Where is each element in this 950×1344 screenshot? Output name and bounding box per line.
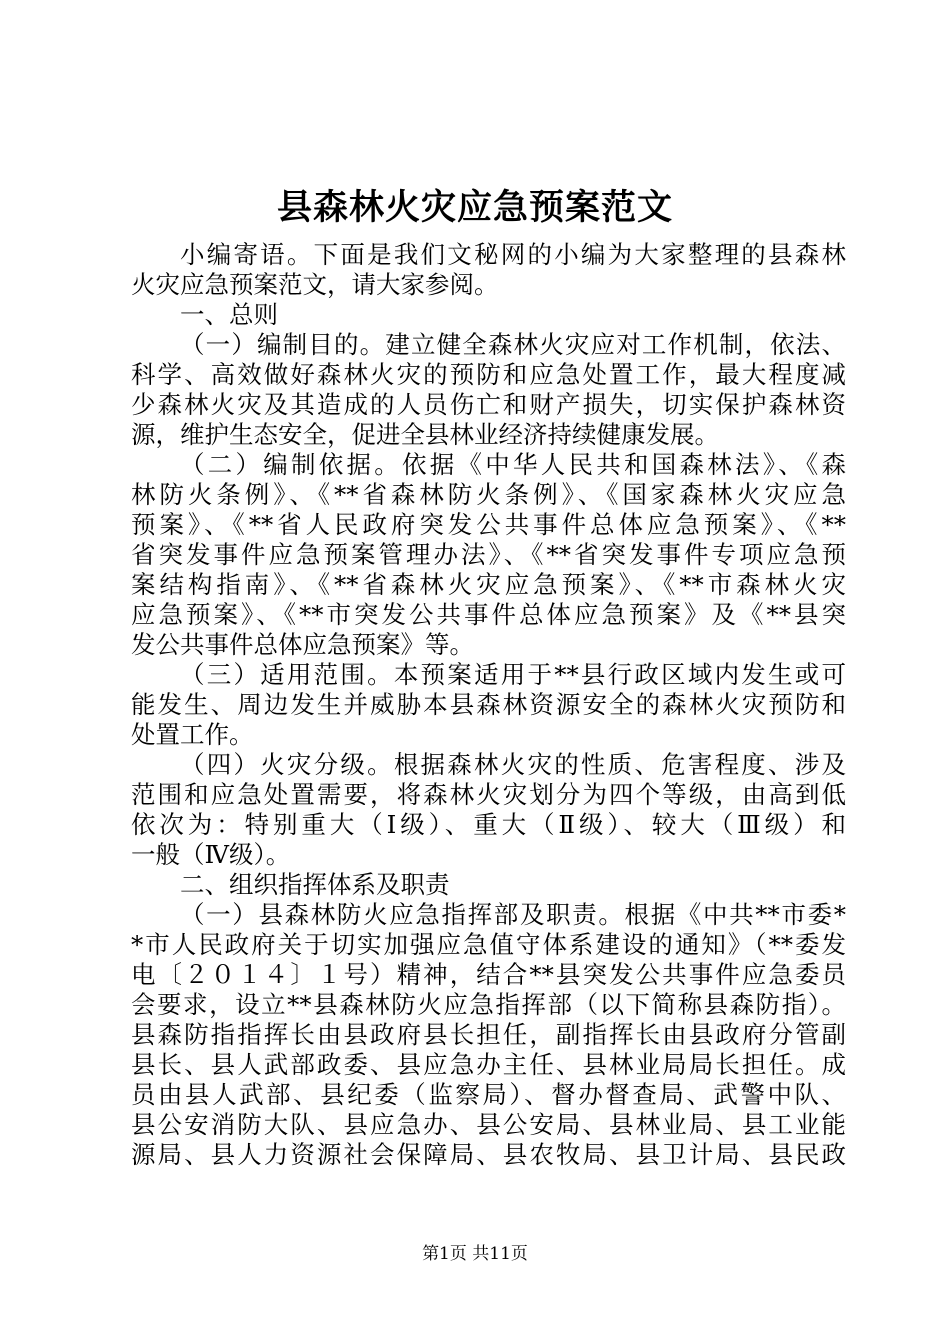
document-body	[131, 240, 846, 1170]
body-line: 源局、县人力资源社会保障局、县农牧局、县卫计局、县民政	[131, 1140, 846, 1169]
document-title: 县森林火灾应急预案范文	[276, 187, 673, 228]
body-line: 源，维护生态安全，促进全县林业经济持续健康发展。	[131, 420, 719, 449]
body-line: 处置工作。	[131, 720, 254, 749]
body-line: 会要求，设立**县森林防火应急指挥部（以下简称县森防指）。	[131, 990, 846, 1019]
body-line: 预案》、《**省人民政府突发公共事件总体应急预案》、《**	[131, 510, 846, 539]
body-line: 员由县人武部、县纪委（监察局）、督办督查局、武警中队、	[131, 1080, 846, 1109]
body-line: （一）编制目的。建立健全森林火灾应对工作机制，依法、	[180, 330, 846, 359]
body-line: （四）火灾分级。根据森林火灾的性质、危害程度、涉及	[180, 750, 846, 779]
body-line: 科学、高效做好森林火灾的预防和应急处置工作，最大程度减	[131, 360, 846, 389]
body-line: *市人民政府关于切实加强应急值守体系建设的通知》（**委发	[131, 930, 846, 959]
body-line: 一般（Ⅳ级）。	[131, 840, 291, 869]
body-line: 电〔２０１４〕１号）精神，结合**县突发公共事件应急委员	[131, 960, 846, 989]
section-heading: 二、组织指挥体系及职责	[180, 870, 450, 899]
body-line: 依次为：特别重大（Ⅰ级）、重大（Ⅱ级）、较大（Ⅲ级）和	[131, 810, 846, 839]
section-heading: 一、总则	[180, 300, 278, 329]
body-line: 少森林火灾及其造成的人员伤亡和财产损失，切实保护森林资	[131, 390, 846, 419]
body-line: 县森防指指挥长由县政府县长担任，副指挥长由县政府分管副	[131, 1020, 846, 1049]
body-line: （二）编制依据。依据《中华人民共和国森林法》、《森	[180, 450, 846, 479]
body-line: 火灾应急预案范文，请大家参阅。	[131, 270, 499, 299]
body-line: （三）适用范围。本预案适用于**县行政区域内发生或可	[180, 660, 846, 689]
body-line: 应急预案》、《**市突发公共事件总体应急预案》及《**县突	[131, 600, 846, 629]
body-line: 县公安消防大队、县应急办、县公安局、县林业局、县工业能	[131, 1110, 846, 1139]
body-line: 案结构指南》、《**省森林火灾应急预案》、《**市森林火灾	[131, 570, 846, 599]
page-footer: 第1页 共11页	[422, 1244, 528, 1264]
body-line: 发公共事件总体应急预案》等。	[131, 630, 474, 659]
body-line: 县长、县人武部政委、县应急办主任、县林业局局长担任。成	[131, 1050, 846, 1079]
body-line: （一）县森林防火应急指挥部及职责。根据《中共**市委*	[180, 900, 846, 929]
body-line: 小编寄语。下面是我们文秘网的小编为大家整理的县森林	[180, 240, 846, 269]
body-line: 范围和应急处置需要，将森林火灾划分为四个等级，由高到低	[131, 780, 846, 809]
body-line: 省突发事件应急预案管理办法》、《**省突发事件专项应急预	[131, 540, 846, 569]
body-line: 林防火条例》、《**省森林防火条例》、《国家森林火灾应急	[131, 480, 846, 509]
body-line: 能发生、周边发生并威胁本县森林资源安全的森林火灾预防和	[131, 690, 846, 719]
